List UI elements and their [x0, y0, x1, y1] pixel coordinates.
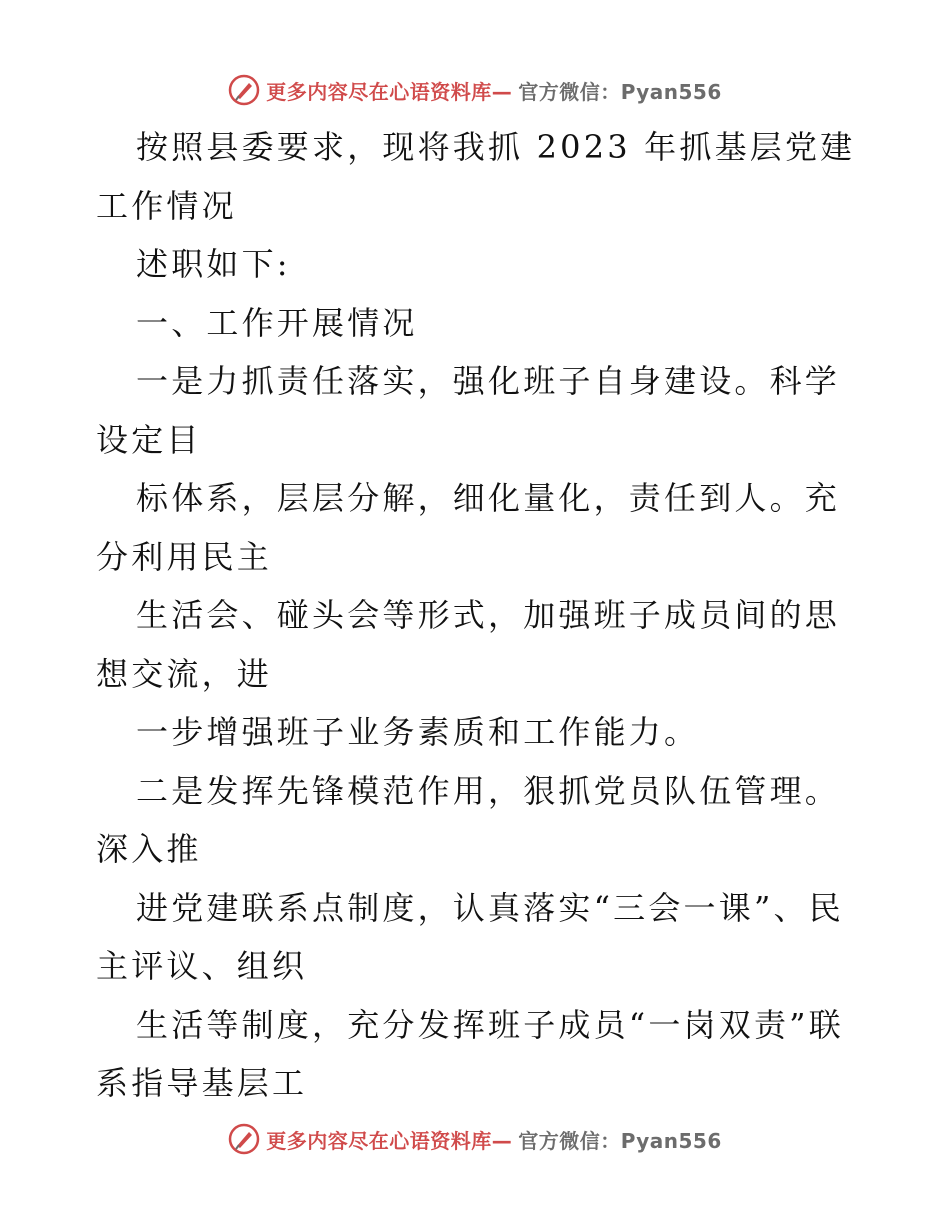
watermark-primary-text: 更多内容尽在心语资料库— [266, 79, 513, 104]
document-body [96, 118, 856, 1113]
paragraph: 一、工作开展情况 [136, 303, 418, 342]
quill-pen-icon [228, 1123, 260, 1155]
paragraph: 二是发挥先锋模范作用，狠抓党员队伍管理。深入推 [96, 771, 841, 868]
watermark-footer [0, 1119, 950, 1159]
paragraph: 标体系，层层分解，细化量化，责任到人。充分利用民主 [96, 479, 841, 576]
quill-pen-icon [228, 74, 260, 106]
paragraph: 一步增强班子业务素质和工作能力。 [136, 713, 700, 751]
paragraph: 生活会、碰头会等形式，加强班子成员间的思想交流，进 [96, 596, 841, 693]
paragraph: 按照县委要求，现将我抓 2023 年抓基层党建工作情况 [96, 128, 856, 225]
watermark-header [0, 70, 950, 110]
paragraph: 一是力抓责任落实，强化班子自身建设。科学设定目 [96, 362, 841, 459]
paragraph: 述职如下: [136, 245, 291, 283]
paragraph: 进党建联系点制度，认真落实“三会一课”、民主评议、组织 [96, 888, 844, 985]
watermark-secondary-text: 官方微信：Pyan556 [518, 1128, 722, 1153]
watermark-secondary-text: 官方微信：Pyan556 [518, 79, 722, 104]
watermark-primary-text: 更多内容尽在心语资料库— [266, 1128, 513, 1153]
paragraph: 生活等制度，充分发挥班子成员“一岗双责”联系指导基层工 [96, 1005, 844, 1102]
